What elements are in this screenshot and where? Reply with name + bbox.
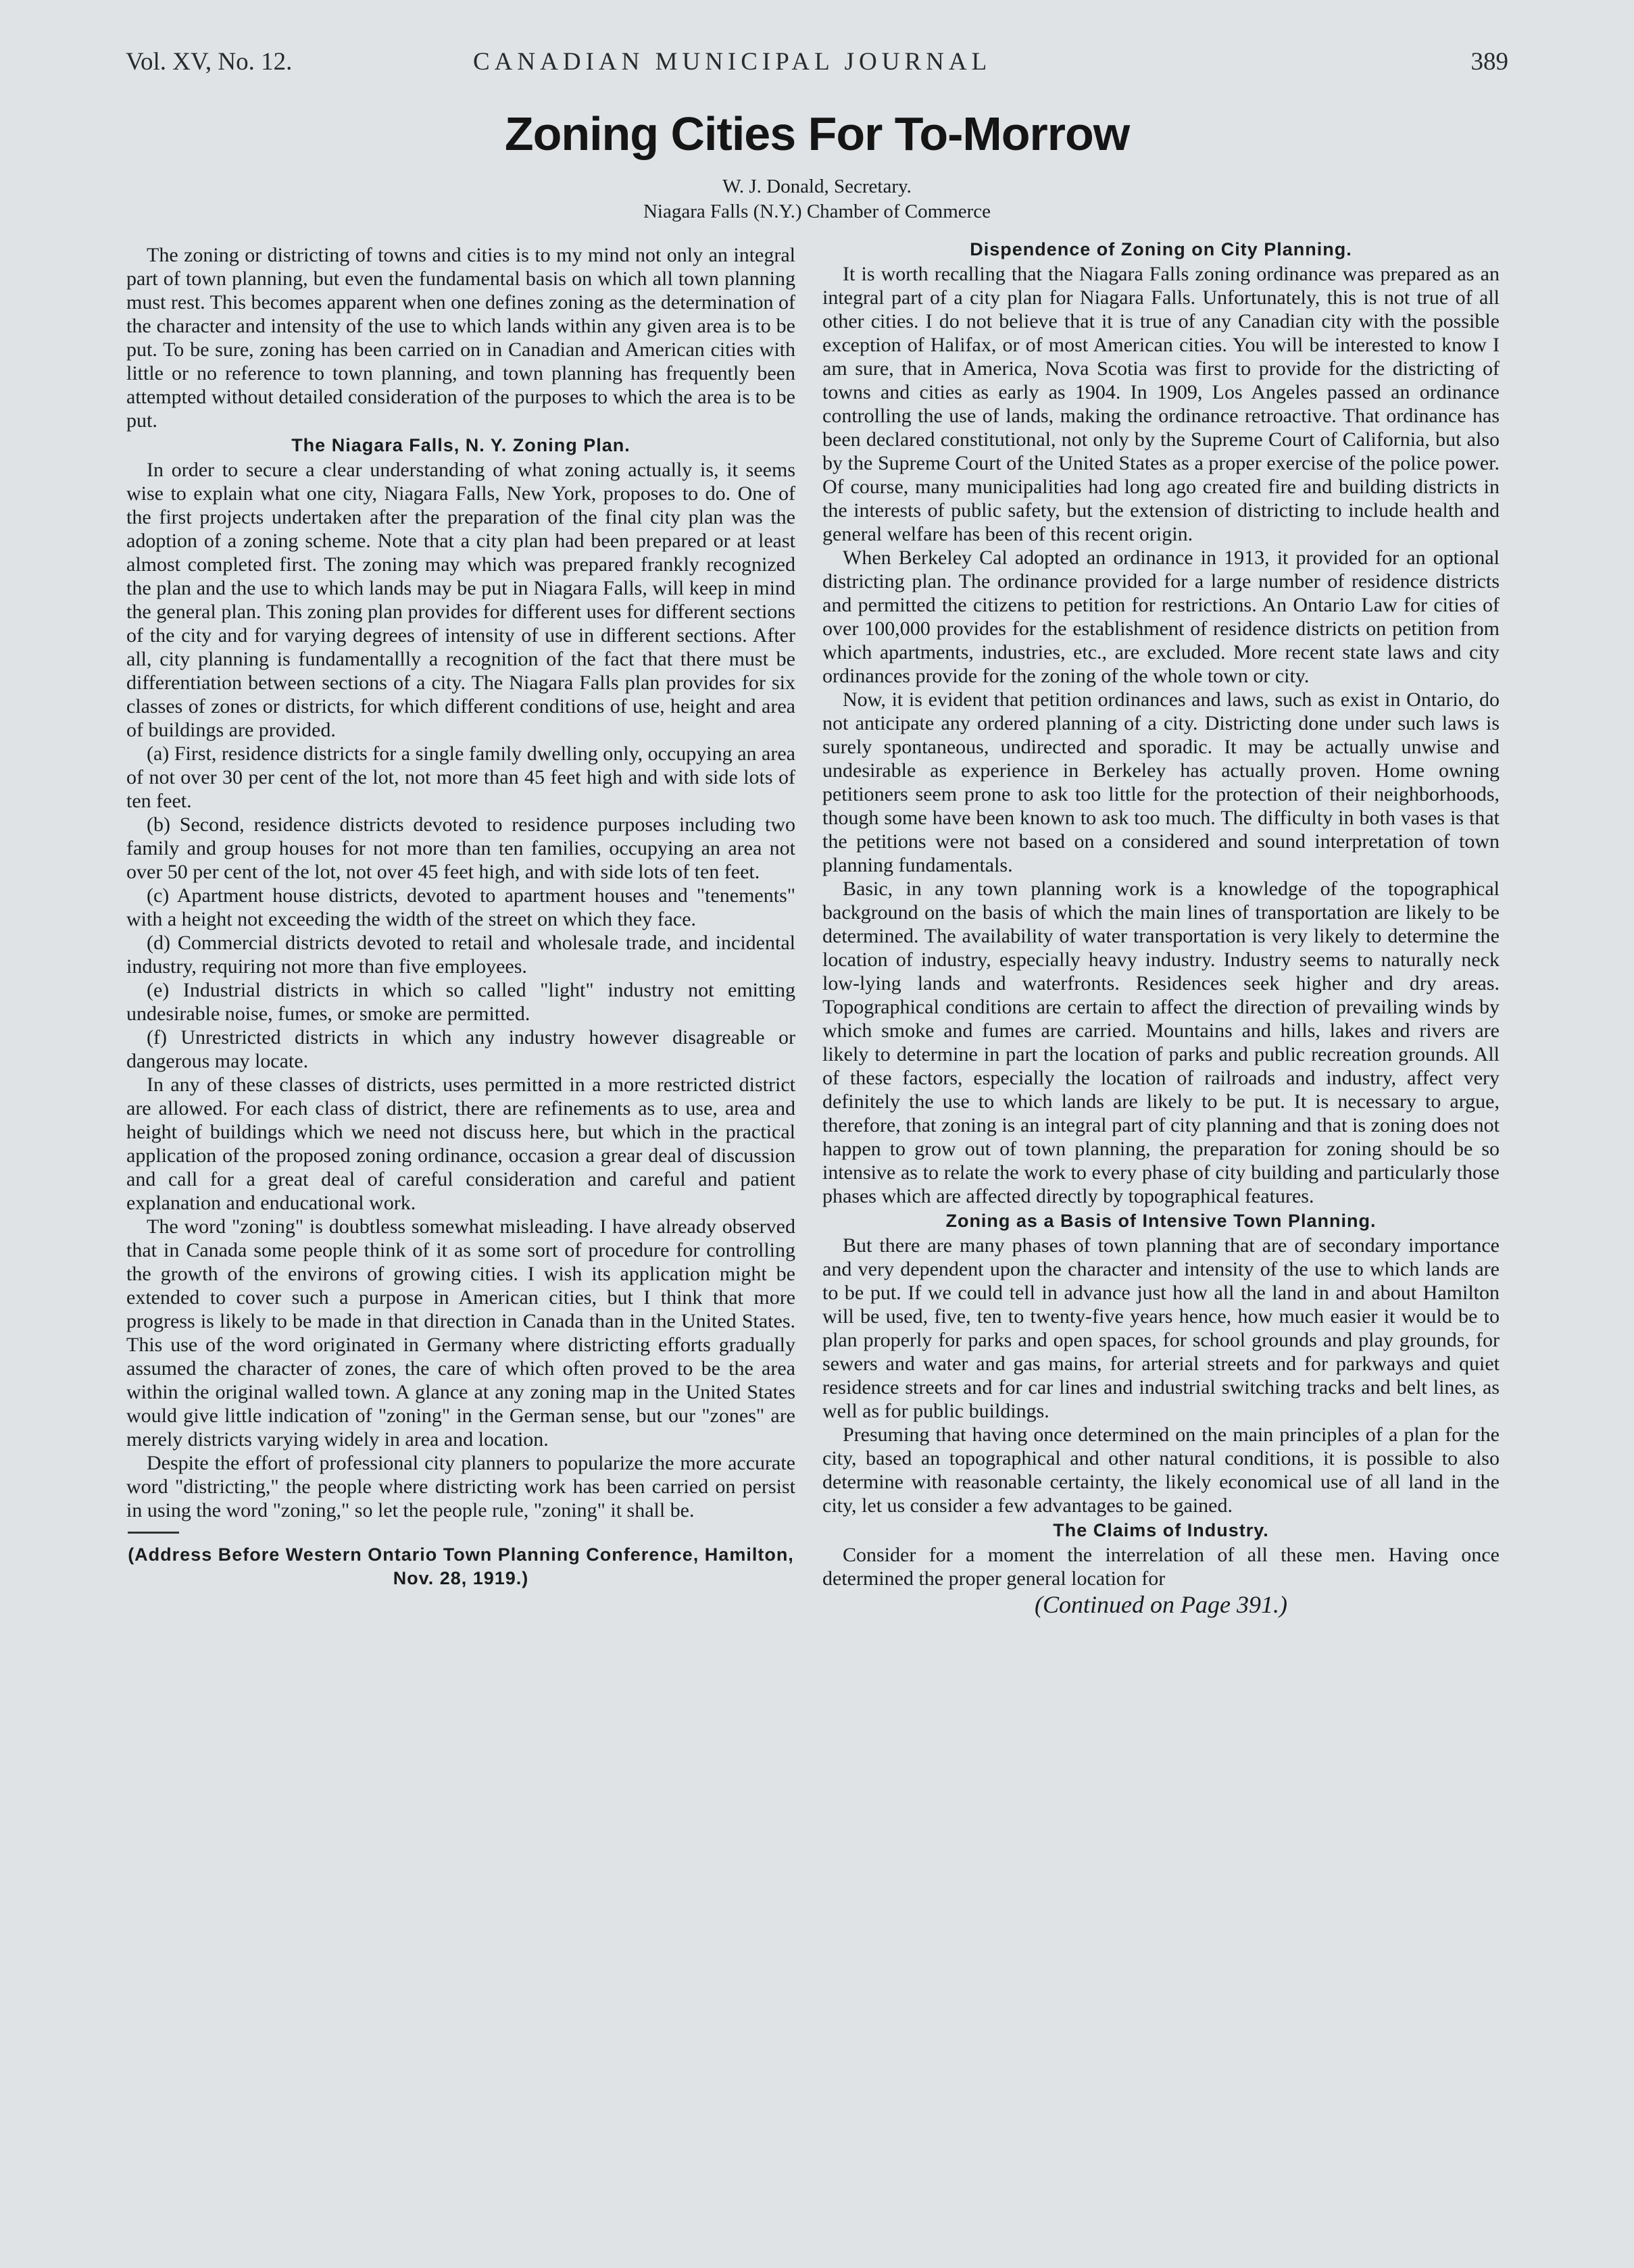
list-item: (b) Second, residence districts devoted to residence purposes including two family and group houses for not more than ten families, occupying an area not over 50 per cent of the lot, not over 45 feet high, and with side lots of ten feet. bbox=[126, 813, 795, 883]
list-item: (e) Industrial districts in which so called "light" industry not emitting undesirable noise, fumes, or smoke are permitted. bbox=[126, 979, 795, 1025]
paragraph: Now, it is evident that petition ordinances and laws, such as exist in Ontario, do not anticipate any ordered planning of a city. Districting done under such laws is surely spontaneous, undirected and sporadic. It may be actually unwise and undesirable as experience in Berkeley has actually proven. Home owning petitioners seem prone to ask too little for the protection of their neighborhoods, though some have been known to ask too much. The difficulty in both vases is that the petitions were not based on a considered and sound interpretation of town planning fundamentals. bbox=[822, 688, 1500, 876]
section-heading: The Claims of Industry. bbox=[1053, 1520, 1269, 1540]
continued-note: (Continued on Page 391.) bbox=[1035, 1591, 1287, 1618]
paragraph: The zoning or districting of towns and cities is to my mind not only an integral part of town planning, but even the fundamental basis on which all town planning must rest. This becomes apparent when one defines zoning as the determination of the character and intensity of the use to which lands within any given area is to be put. To be sure, zoning has been carried on in Canadian and American cities with little or no reference to town planning, and town planning has frequently been attempted without detailed consideration of the purposes to which the area is to be put. bbox=[126, 244, 795, 432]
paragraph: Consider for a moment the interrelation of all these men. Having once determined the proper general location for bbox=[822, 1544, 1500, 1590]
list-item: (c) Apartment house districts, devoted to apartment houses and "tenements" with a height not exceeding the width of the street on which they face. bbox=[126, 884, 795, 930]
list-item: (a) First, residence districts for a single family dwelling only, occupying an area of not over 30 per cent of the lot, not more than 45 feet high and with side lots of ten feet. bbox=[126, 742, 795, 812]
journal-name: CANADIAN MUNICIPAL JOURNAL bbox=[473, 48, 992, 76]
paragraph: When Berkeley Cal adopted an ordinance in 1913, it provided for an optional districting plan. The ordinance provided for a large number of residence districts and permitted the citizens to petition for restrictions. An Ontario Law for cities of over 100,000 provides for the establishment of residence districts on petition from which apartments, industries, etc., are excluded. More recent state laws and city ordinances provide for the zoning of the whole town or city. bbox=[822, 547, 1500, 687]
section-heading: Dispendence of Zoning on City Planning. bbox=[970, 239, 1352, 259]
article-title: Zoning Cities For To-Morrow bbox=[504, 107, 1130, 160]
author: W. J. Donald, Secretary. bbox=[722, 176, 912, 197]
volume-issue: Vol. XV, No. 12. bbox=[126, 48, 293, 76]
running-header bbox=[126, 47, 1508, 88]
right-column bbox=[822, 236, 1500, 1617]
paragraph: It is worth recalling that the Niagara Falls zoning ordinance was prepared as an integral part of a city plan for Niagara Falls. Unfortunately, this is not true of all other cities. I do not believe that it is true of any Canadian city with the possible exception of Halifax, or of most American cities. You will be interested to know I am sure, that in America, Nova Scotia was first to provide for the districting of towns and cities as early as 1904. In 1909, Los Angeles passed an ordinance controlling the use of lands, making the ordinance retroactive. That ordinance has been declared constitutional, not only by the Supreme Court of California, but also by the Supreme Court of the United States as a proper exercise of the police power. Of course, many municipalities had long ago created fire and building districts in the interests of public safety, but the extension of districting to include health and general welfare has been of this recent origin. bbox=[822, 263, 1500, 545]
paragraph: In order to secure a clear understanding of what zoning actually is, it seems wise to explain what one city, Niagara Falls, New York, proposes to do. One of the first projects undertaken after the preparation of the final city plan was the adoption of a zoning scheme. Note that a city plan had been prepared or at least almost completed first. The zoning may which was prepared frankly recognized the plan and the use to which lands may be put in Niagara Falls, will keep in mind the general plan. This zoning plan provides for different uses for different sections of the city and for varying degrees of intensity of use in different sections. After all, city planning is fundamentallly a recognition of the fact that there must be differentiation between sections of a city. The Niagara Falls plan provides for six classes of zones or districts, for which different conditions of use, height and area of buildings are provided. bbox=[126, 459, 795, 741]
list-item: (f) Unrestricted districts in which any industry however disagreable or dangerous may locate. bbox=[126, 1026, 795, 1072]
paragraph: Despite the effort of professional city planners to popularize the more accurate word "districting," the people where districting work has been carried on persist in using the word "zoning," so let the people rule, "zoning" it shall be. bbox=[126, 1452, 795, 1521]
source-note: (Address Before Western Ontario Town Planning Conference, Hamilton, Nov. 28, 1919.) bbox=[128, 1544, 794, 1588]
left-column bbox=[126, 243, 795, 1590]
section-heading: The Niagara Falls, N. Y. Zoning Plan. bbox=[291, 435, 630, 455]
page-number: 389 bbox=[1470, 48, 1508, 76]
section-heading: Zoning as a Basis of Intensive Town Planning. bbox=[945, 1211, 1377, 1231]
affiliation: Niagara Falls (N.Y.) Chamber of Commerce bbox=[643, 201, 991, 222]
byline bbox=[0, 174, 1634, 224]
list-item: (d) Commercial districts devoted to retail and wholesale trade, and incidental industry, requiring not more than five employees. bbox=[126, 932, 795, 978]
paragraph: The word "zoning" is doubtless somewhat misleading. I have already observed that in Canada some people think of it as some sort of procedure for controlling the growth of the environs of growing cities. I wish its application might be extended to cover such a purpose in American cities, but I think that more progress is likely to be made in that direction in Canada than in the United States. This use of the word originated in Germany where districting efforts gradually assumed the character of zones, the care of which often proved to be the area within the original walled town. A glance at any zoning map in the United States would give little indication of "zoning" in the German sense, but our "zones" are merely districts varying widely in area and location. bbox=[126, 1215, 795, 1451]
paragraph: Basic, in any town planning work is a knowledge of the topographical background on the basis of which the main lines of transportation are likely to be determined. The availability of water transportation is very likely to determine the location of industry, especially heavy industry. Industry seems to naturally neck low-lying lands and waterfronts. Residences seek higher and dry areas. Topographical conditions are certain to affect the direction of prevailing winds by which smoke and fumes are carried. Mountains and hills, lakes and rivers are likely to determine in part the location of parks and public recreation grounds. All of these factors, especially the location of railroads and industry, affect very definitely the use to which lands are likely to be put. It is necessary to argue, therefore, that zoning is an integral part of city planning and that is zoning does not happen to grow out of town planning, the preparation for zoning should be so intensive as to relate the work to every phase of city building and particularly those phases which are affected directly by topographical features. bbox=[822, 878, 1500, 1207]
paragraph: But there are many phases of town planning that are of secondary importance and very dependent upon the character and intensity of the use to which lands are to be put. If we could tell in advance just how all the land in and about Hamilton will be used, five, ten to twenty-five years hence, how much easier it would be to plan properly for parks and open spaces, for school grounds and play grounds, for sewers and water and gas mains, for arterial streets and for parkways and quiet residence streets and for car lines and industrial switching tracks and belt lines, as well as for public buildings. bbox=[822, 1234, 1500, 1422]
paragraph: Presuming that having once determined on the main principles of a plan for the city, based an topographical and other natural conditions, it is possible to also determine with reasonable certainty, the likely economical use of all land in the city, let us consider a few advantages to be gained. bbox=[822, 1423, 1500, 1517]
paragraph: In any of these classes of districts, uses permitted in a more restricted district are allowed. For each class of district, there are refinements as to use, area and height of buildings which we need not discuss here, but which in the practical application of the proposed zoning ordinance, occasion a grear deal of discussion and call for a great deal of careful consideration and careful and patient explanation and enducational work. bbox=[126, 1074, 795, 1214]
divider bbox=[128, 1532, 179, 1534]
